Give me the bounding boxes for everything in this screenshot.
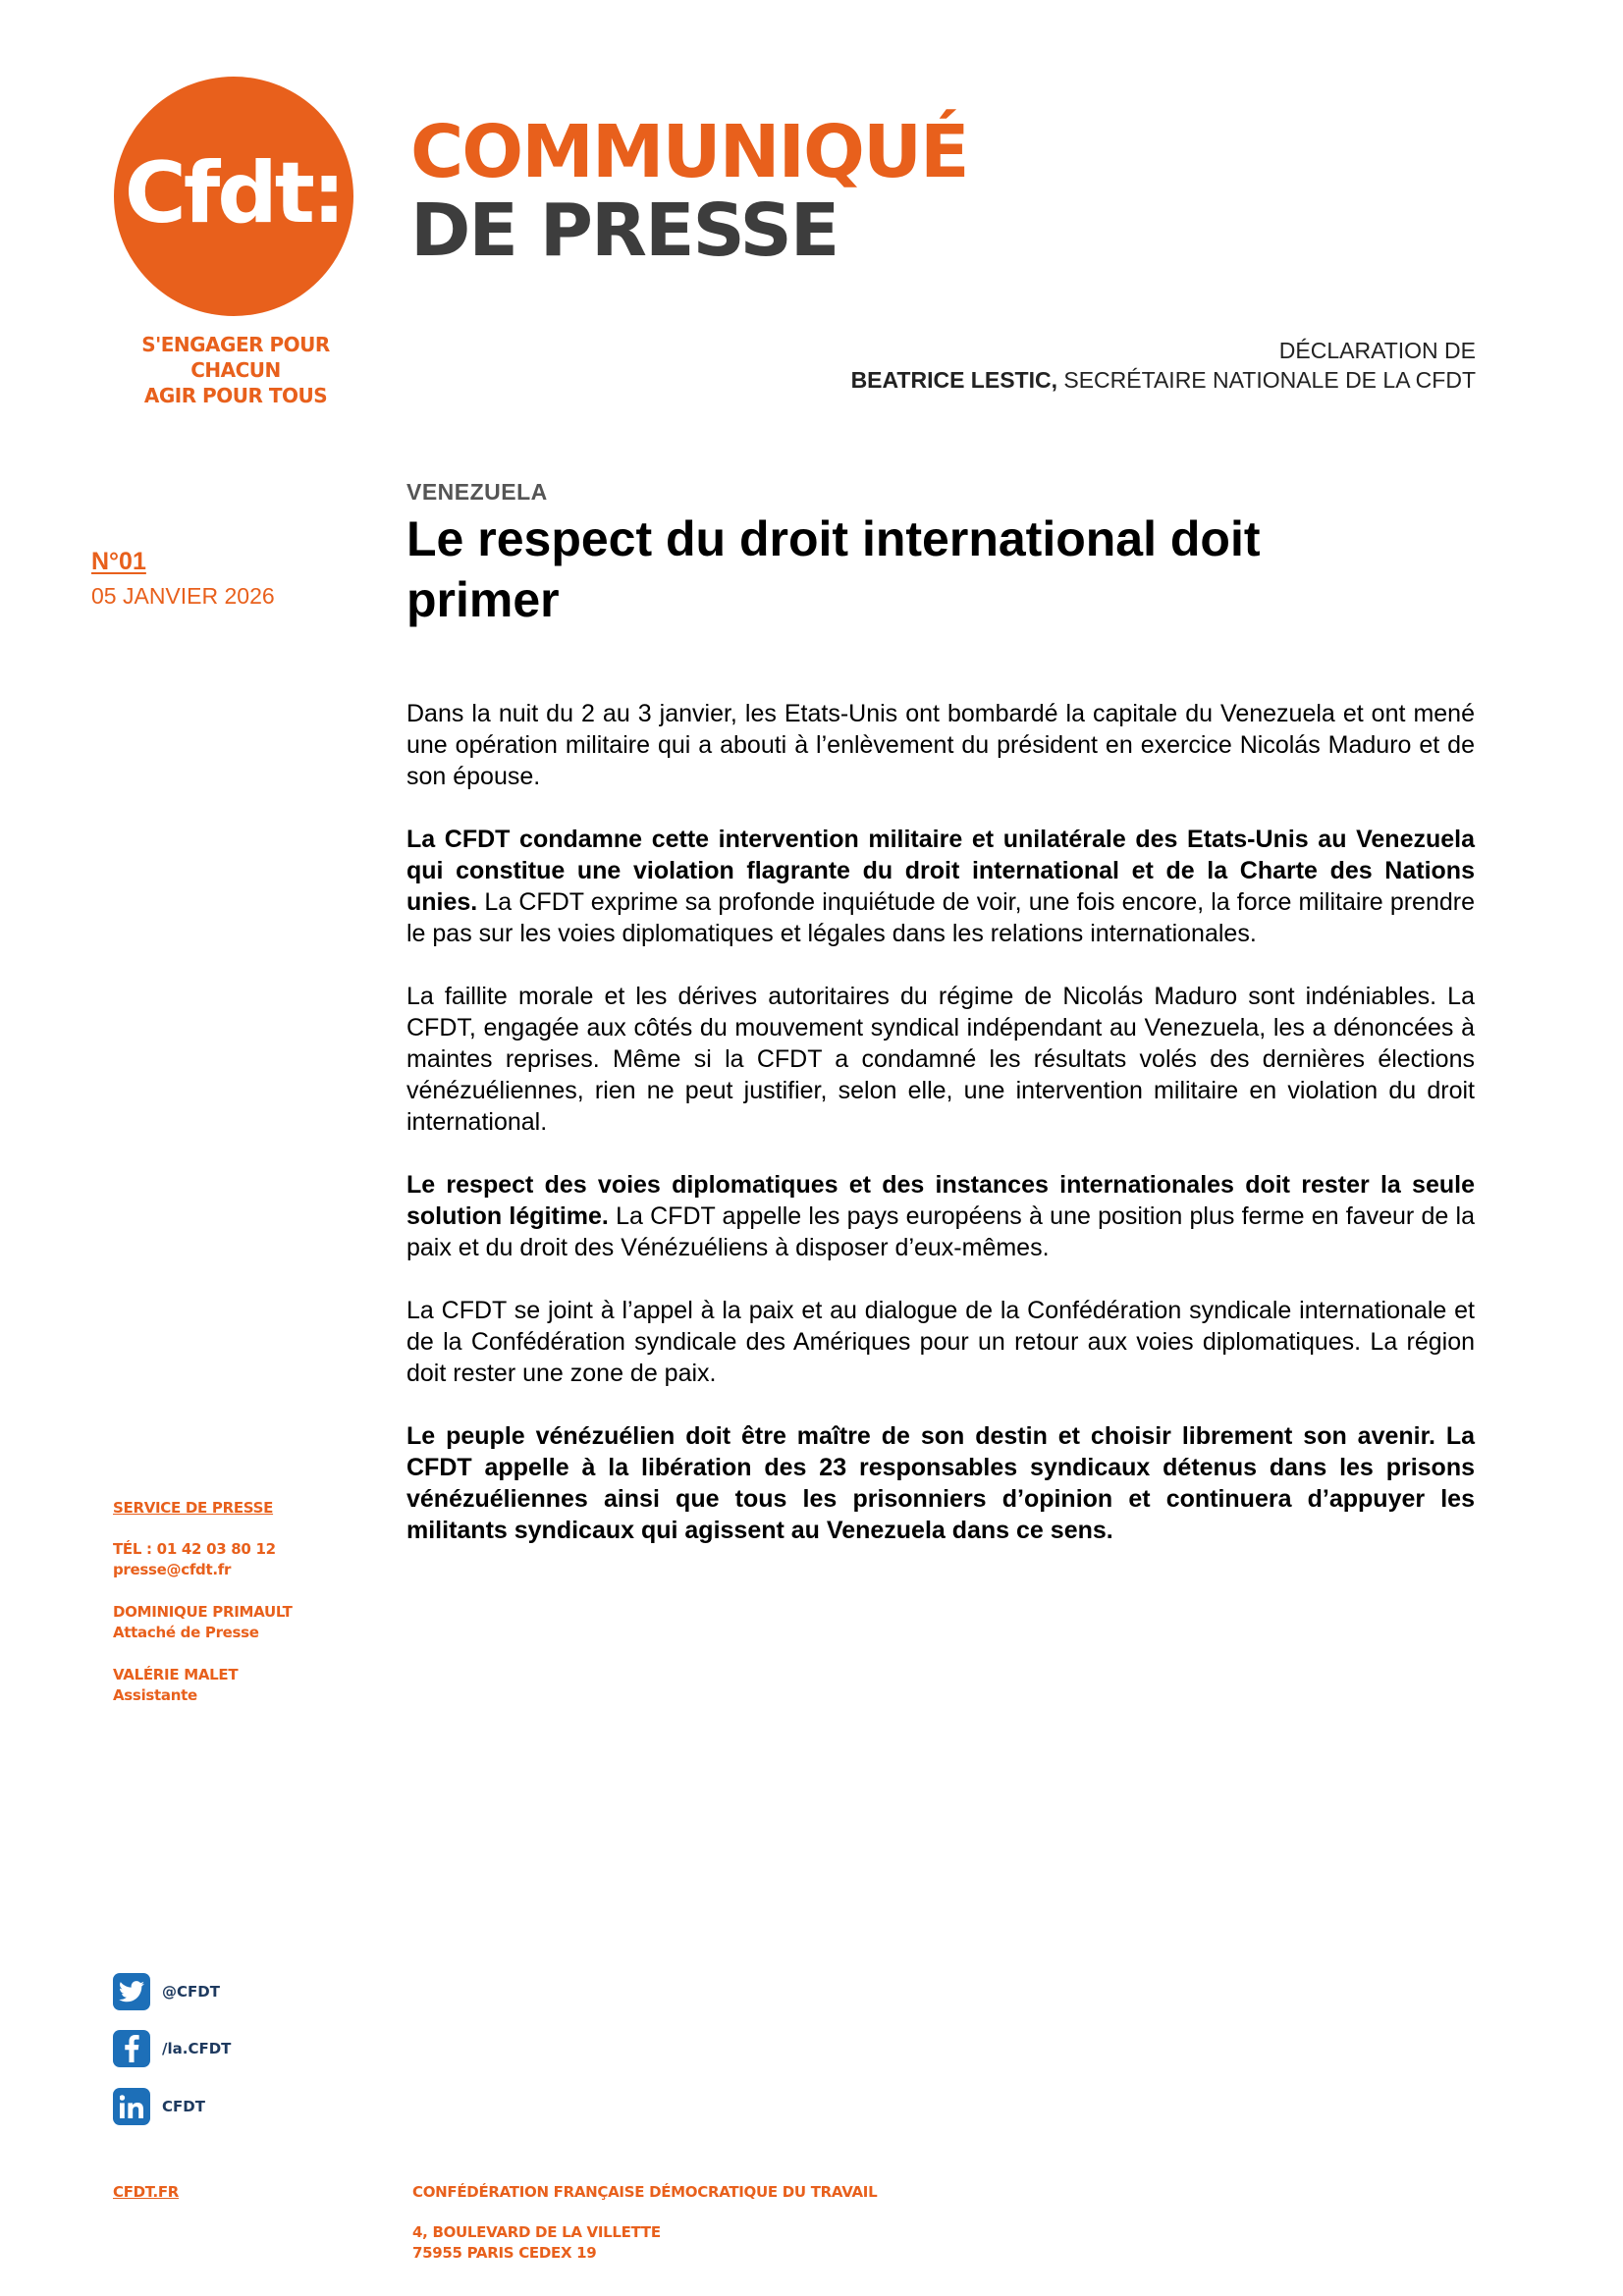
address-line-2: 75955 PARIS CEDEX 19 (412, 2244, 597, 2262)
article-body (406, 698, 1475, 1577)
facebook-icon (113, 2030, 150, 2067)
website-link[interactable]: CFDT.FR (113, 2183, 180, 2201)
twitter-handle: @CFDT (162, 1983, 220, 2001)
paragraph-3: La faillite morale et les dérives autoritaires du régime de Nicolás Maduro sont indéniables. La CFDT, engagée aux côtés du mouvement syndical indépendant au Venezuela, les a dénoncées à maintes reprises. Même si la CFDT a condamné les résultats volés des dernières élections vénézuéliennes, rien ne peut justifier, selon elle, une intervention militaire en violation du droit international. (406, 983, 1475, 1136)
press-service-title: SERVICE DE PRESSE (113, 1499, 274, 1517)
paragraph-6-bold: Le peuple vénézuélien doit être maître de son destin et choisir librement son avenir. La CFDT appelle à la libération des 23 responsables syndicaux détenus dans les prisons vénézuéliennes ainsi que tous les prisonniers d’opinion et continuera d’appuyer les militants syndicaux qui agissent au Venezuela dans ce sens. (406, 1422, 1475, 1544)
header-title-line-2: DE PRESSE (410, 188, 839, 273)
linkedin-handle: CFDT (162, 2098, 205, 2115)
slogan-line-1: S'ENGAGER POUR CHACUN (141, 333, 330, 382)
contact-1-role: Attaché de Presse (113, 1624, 259, 1641)
paragraph-1: Dans la nuit du 2 au 3 janvier, les Etats-Unis ont bombardé la capitale du Venezuela et ont mené une opération militaire qui a abouti à l’enlèvement du président en exercice Nicolás Maduro et de son épouse. (406, 700, 1475, 790)
social-facebook[interactable] (113, 2030, 231, 2067)
press-phone: TÉL : 01 42 03 80 12 (113, 1540, 276, 1558)
social-twitter[interactable] (113, 1973, 220, 2010)
paragraph-2-text: La CFDT exprime sa profonde inquiétude de voir, une fois encore, la force militaire prendre le pas sur les voies diplomatiques et légales dans les relations internationales. (406, 888, 1475, 947)
address-line-1: 4, BOULEVARD DE LA VILLETTE (412, 2223, 661, 2241)
paragraph-2 (406, 824, 1475, 949)
declaration-line-2 (851, 365, 1476, 395)
article-headline: Le respect du droit international doit primer (406, 511, 1261, 627)
contact-2-name: VALÉRIE MALET (113, 1666, 239, 1683)
linkedin-icon (113, 2088, 150, 2125)
paragraph-5: La CFDT se joint à l’appel à la paix et au dialogue de la Confédération syndicale internationale et de la Confédération syndicale des Amériques pour un retour aux voies diplomatiques. La région doit rester une zone de paix. (406, 1297, 1475, 1387)
paragraph-4-text: La CFDT appelle les pays européens à une position plus ferme en faveur de la paix et du droit des Vénézuéliens à disposer d’eux-mêmes. (406, 1202, 1475, 1261)
paragraph-2-bold: La CFDT condamne cette intervention militaire et unilatérale des Etats-Unis au Venezuela qui constitue une violation flagrante du droit international et de la Charte des Nations unies. (406, 826, 1475, 916)
logo-text: Cfdt: (124, 144, 344, 242)
slogan-line-2: AGIR POUR TOUS (143, 384, 328, 407)
declaration-line-1: DÉCLARATION DE (1278, 338, 1476, 363)
header-title-line-1: COMMUNIQUÉ (410, 110, 968, 194)
paragraph-6 (406, 1420, 1475, 1546)
declarant-role: SECRÉTAIRE NATIONALE DE LA CFDT (1056, 367, 1476, 393)
twitter-icon (113, 1973, 150, 2010)
release-date: 05 JANVIER 2026 (91, 583, 275, 609)
press-email[interactable]: presse@cfdt.fr (113, 1561, 232, 1578)
organization-name: CONFÉDÉRATION FRANÇAISE DÉMOCRATIQUE DU TRAVAIL (412, 2183, 878, 2201)
paragraph-4 (406, 1169, 1475, 1263)
paragraph-4-bold: Le respect des voies diplomatiques et des instances internationales doit rester la seule solution légitime. (406, 1171, 1475, 1230)
facebook-handle: /la.CFDT (162, 2040, 232, 2057)
article-topic: VENEZUELA (406, 479, 548, 505)
declarant-name: BEATRICE LESTIC, (850, 367, 1057, 393)
cfdt-logo (114, 77, 353, 316)
contact-1-name: DOMINIQUE PRIMAULT (113, 1603, 293, 1621)
contact-2-role: Assistante (113, 1686, 197, 1704)
social-linkedin[interactable] (113, 2088, 205, 2125)
logo-slogan (98, 332, 373, 408)
release-number: N°01 (91, 548, 146, 575)
